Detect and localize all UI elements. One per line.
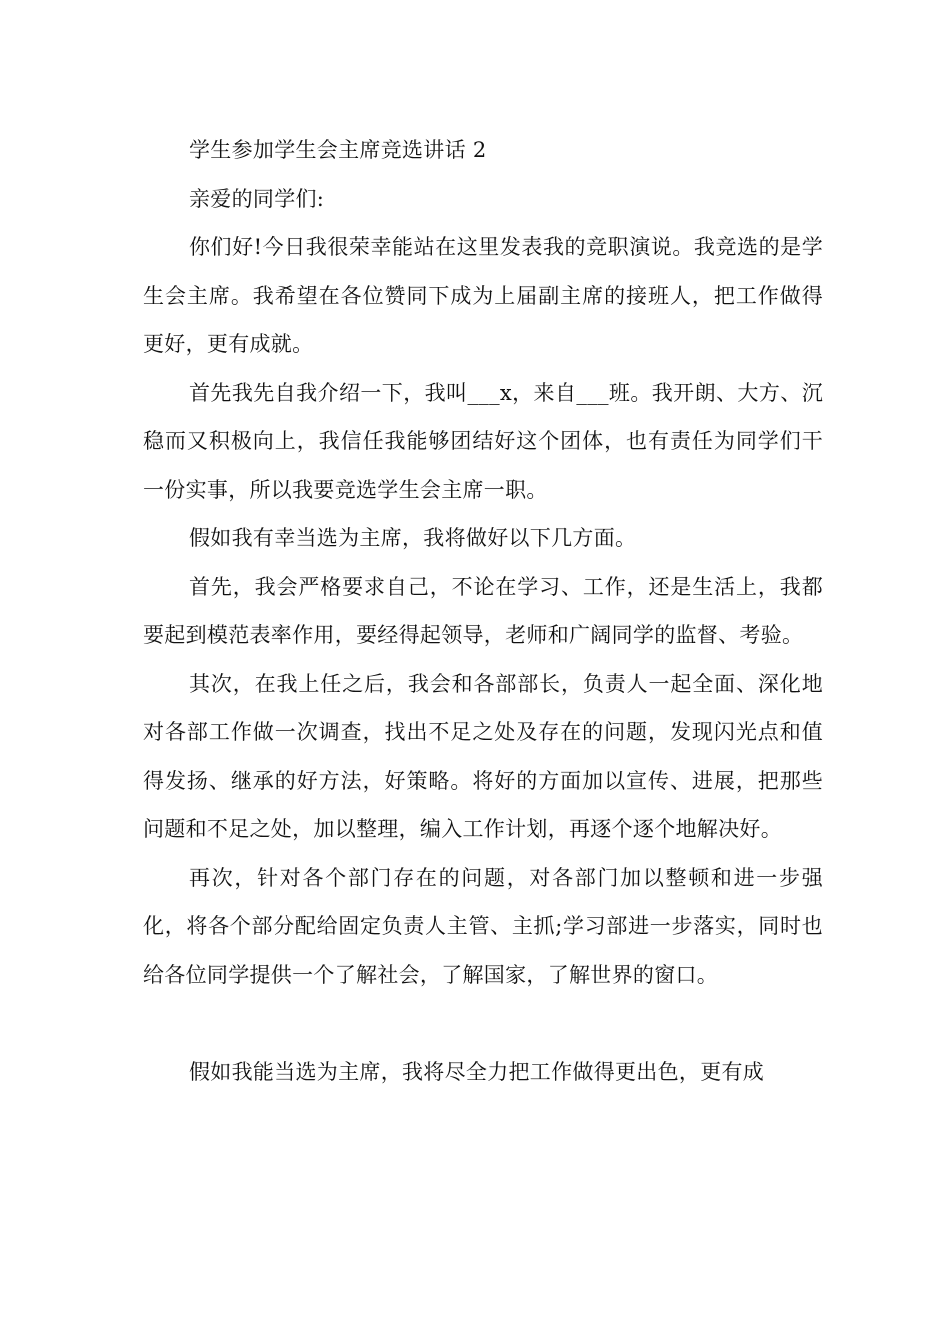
closing-paragraph: 假如我能当选为主席，我将尽全力把工作做得更出色，更有成: [189, 1059, 765, 1084]
paragraph-6: 再次，针对各个部门存在的问题，对各部门加以整顿和进一步强化，将各个部分配给固定负责人主管、主抓;学习部进一步落实，同时也给各位同学提供一个了解社会，了解国家，了解世界的窗口。: [143, 865, 823, 987]
greeting: 亲爱的同学们:: [189, 186, 325, 211]
paragraph-2: 首先我先自我介绍一下，我叫___x，来自___班。我开朗、大方、沉稳而又积极向上，我信任我能够团结好这个团体，也有责任为同学们干一份实事，所以我要竞选学生会主席一职。: [143, 380, 823, 502]
paragraph-5: 其次，在我上任之后，我会和各部部长，负责人一起全面、深化地对各部工作做一次调查，找出不足之处及存在的问题，发现闪光点和值得发扬、继承的好方法，好策略。将好的方面加以宣传、进展，把那些问题和不足之处，加以整理，编入工作计划，再逐个逐个地解决好。: [143, 671, 823, 841]
paragraph-4: 首先，我会严格要求自己，不论在学习、工作，还是生活上，我都要起到模范表率作用，要经得起领导，老师和广阔同学的监督、考验。: [143, 574, 823, 647]
paragraph-3: 假如我有幸当选为主席，我将做好以下几方面。: [189, 526, 637, 550]
document-body: [143, 126, 823, 1096]
paragraph-spacer: [143, 999, 823, 1048]
document-title: 学生参加学生会主席竞选讲话 2: [189, 138, 487, 162]
paragraph-1: 你们好!今日我很荣幸能站在这里发表我的竞职演说。我竞选的是学生会主席。我希望在各位赞同下成为上届副主席的接班人，把工作做得更好，更有成就。: [143, 235, 823, 356]
